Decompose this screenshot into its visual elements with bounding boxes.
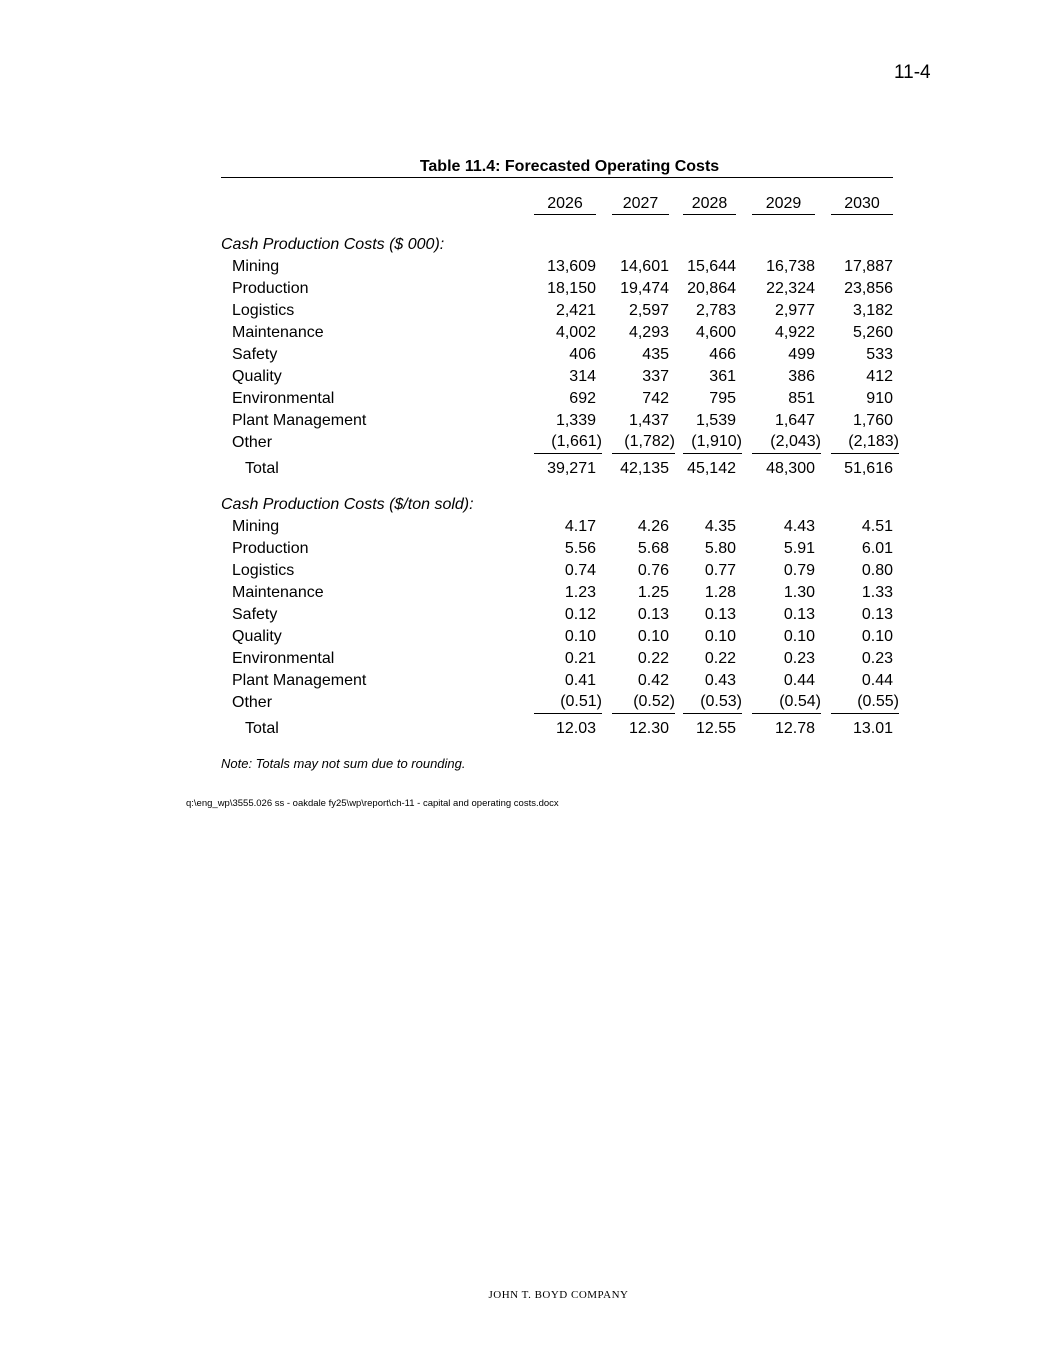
total-row [221,718,893,740]
value-cell: (0.55) [831,692,899,714]
value-cell: 1.28 [704,584,736,601]
value-cell: 4,600 [695,324,736,341]
value-cell: 1,760 [852,412,893,429]
value-cell: (0.53) [683,692,742,714]
value-cell: 851 [788,390,815,407]
value-cell: 0.23 [861,650,893,667]
row-label: Environmental [232,650,335,667]
table-title: Table 11.4: Forecasted Operating Costs [221,157,893,178]
value-cell: 0.80 [861,562,893,579]
value-cell: 1.33 [861,584,893,601]
value-cell: 5.56 [564,540,596,557]
value-cell: 1,339 [555,412,596,429]
row-label: Quality [232,628,282,645]
value-cell: 13.01 [852,720,893,737]
table-row [221,604,893,626]
value-cell: 1,437 [628,412,669,429]
value-cell: 18,150 [547,280,596,297]
row-label: Mining [232,258,280,275]
value-cell: 12.03 [555,720,596,737]
section-heading: Cash Production Costs ($ 000): [221,236,445,253]
value-cell: 3,182 [852,302,893,319]
row-label: Other [232,694,273,711]
value-cell: (2,183) [831,432,899,454]
value-cell: 0.41 [564,672,596,689]
value-cell: 0.10 [637,628,669,645]
value-cell: 0.10 [783,628,815,645]
value-cell: (0.51) [534,692,602,714]
value-cell: 4,002 [555,324,596,341]
row-label: Total [245,460,279,477]
value-cell: 0.10 [564,628,596,645]
value-cell: 692 [569,390,596,407]
value-cell: 337 [642,368,669,385]
page-number: 11-4 [894,62,931,83]
value-cell: 0.76 [637,562,669,579]
value-cell: 23,856 [844,280,893,297]
value-cell: 499 [788,346,815,363]
cost-section [221,494,899,740]
value-cell: 6.01 [861,540,893,557]
value-cell: 45,142 [687,460,736,477]
value-cell: 5.80 [704,540,736,557]
value-cell: 14,601 [620,258,669,275]
row-label: Production [232,540,309,557]
value-cell: 795 [709,390,736,407]
value-cell: 0.23 [783,650,815,667]
row-label: Production [232,280,309,297]
row-label: Logistics [232,302,295,319]
value-cell: 466 [709,346,736,363]
value-cell: 0.22 [637,650,669,667]
value-cell: (1,661) [534,432,602,454]
value-cell: (2,043) [752,432,821,454]
value-cell: 1.23 [564,584,596,601]
value-cell: 17,887 [844,258,893,275]
value-cell: (0.52) [612,692,675,714]
value-cell: 0.42 [637,672,669,689]
table-row [221,670,893,692]
value-cell: 39,271 [547,460,596,477]
value-cell: (0.54) [752,692,821,714]
table-row [221,256,893,278]
value-cell: 4.51 [861,518,893,535]
table-row [221,366,893,388]
value-cell: 0.10 [704,628,736,645]
year-header: 2026 [534,194,596,215]
row-label: Total [245,720,279,737]
value-cell: 5.91 [783,540,815,557]
value-cell: 42,135 [620,460,669,477]
row-label: Maintenance [232,324,324,341]
row-label: Plant Management [232,672,367,689]
row-label: Environmental [232,390,335,407]
value-cell: 435 [642,346,669,363]
value-cell: 910 [866,390,893,407]
row-label: Plant Management [232,412,367,429]
table-row [221,560,893,582]
value-cell: 1.30 [783,584,815,601]
value-cell: 12.30 [628,720,669,737]
value-cell: 0.13 [861,606,893,623]
table-row [221,410,893,432]
value-cell: (1,782) [612,432,675,454]
value-cell: 12.55 [695,720,736,737]
table-row [221,582,893,604]
value-cell: 15,644 [687,258,736,275]
table-row [221,432,899,454]
year-header: 2027 [612,194,669,215]
row-label: Safety [232,606,278,623]
table-row [221,648,893,670]
table-row [221,516,893,538]
table-row [221,322,893,344]
value-cell: 533 [866,346,893,363]
value-cell: 2,783 [695,302,736,319]
row-label: Other [232,434,273,451]
value-cell: 314 [569,368,596,385]
value-cell: 51,616 [844,460,893,477]
table-row [221,538,893,560]
value-cell: 0.12 [564,606,596,623]
value-cell: 386 [788,368,815,385]
table-row [221,692,899,714]
value-cell: 4.35 [704,518,736,535]
value-cell: 0.44 [861,672,893,689]
value-cell: 48,300 [766,460,815,477]
row-label: Safety [232,346,278,363]
value-cell: 1,647 [774,412,815,429]
row-label: Logistics [232,562,295,579]
value-cell: 0.77 [704,562,736,579]
value-cell: 20,864 [687,280,736,297]
value-cell: 0.44 [783,672,815,689]
value-cell: 2,977 [774,302,815,319]
value-cell: 0.74 [564,562,596,579]
table-note: Note: Totals may not sum due to rounding. [221,756,466,771]
cost-section [221,234,899,480]
table-row [221,388,893,410]
value-cell: 4.43 [783,518,815,535]
value-cell: 0.13 [637,606,669,623]
value-cell: 2,597 [628,302,669,319]
value-cell: 0.43 [704,672,736,689]
value-cell: 13,609 [547,258,596,275]
operating-costs-table [221,157,899,771]
table-row [221,344,893,366]
value-cell: 1.25 [637,584,669,601]
year-header-row [221,194,893,220]
value-cell: 4,293 [628,324,669,341]
value-cell: 361 [709,368,736,385]
value-cell: 0.10 [861,628,893,645]
value-cell: 5.68 [637,540,669,557]
value-cell: (1,910) [683,432,742,454]
value-cell: 0.21 [564,650,596,667]
value-cell: 4.17 [564,518,596,535]
value-cell: 0.13 [783,606,815,623]
file-path: q:\eng_wp\3555.026 ss - oakdale fy25\wp\report\ch-11 - capital and operating costs.docx [186,798,559,809]
value-cell: 19,474 [620,280,669,297]
value-cell: 5,260 [852,324,893,341]
value-cell: 0.22 [704,650,736,667]
table-row [221,300,893,322]
row-label: Quality [232,368,282,385]
year-header: 2030 [831,194,893,215]
table-row [221,626,893,648]
row-label: Mining [232,518,280,535]
section-heading: Cash Production Costs ($/ton sold): [221,496,474,513]
year-header: 2028 [683,194,736,215]
footer-company: JOHN T. BOYD COMPANY [488,1289,629,1301]
row-label: Maintenance [232,584,324,601]
value-cell: 12.78 [774,720,815,737]
table-row [221,278,893,300]
value-cell: 0.13 [704,606,736,623]
value-cell: 412 [866,368,893,385]
value-cell: 4.26 [637,518,669,535]
value-cell: 406 [569,346,596,363]
year-header: 2029 [752,194,815,215]
value-cell: 4,922 [774,324,815,341]
value-cell: 22,324 [766,280,815,297]
value-cell: 0.79 [783,562,815,579]
value-cell: 742 [642,390,669,407]
value-cell: 1,539 [695,412,736,429]
total-row [221,458,893,480]
value-cell: 16,738 [766,258,815,275]
value-cell: 2,421 [555,302,596,319]
